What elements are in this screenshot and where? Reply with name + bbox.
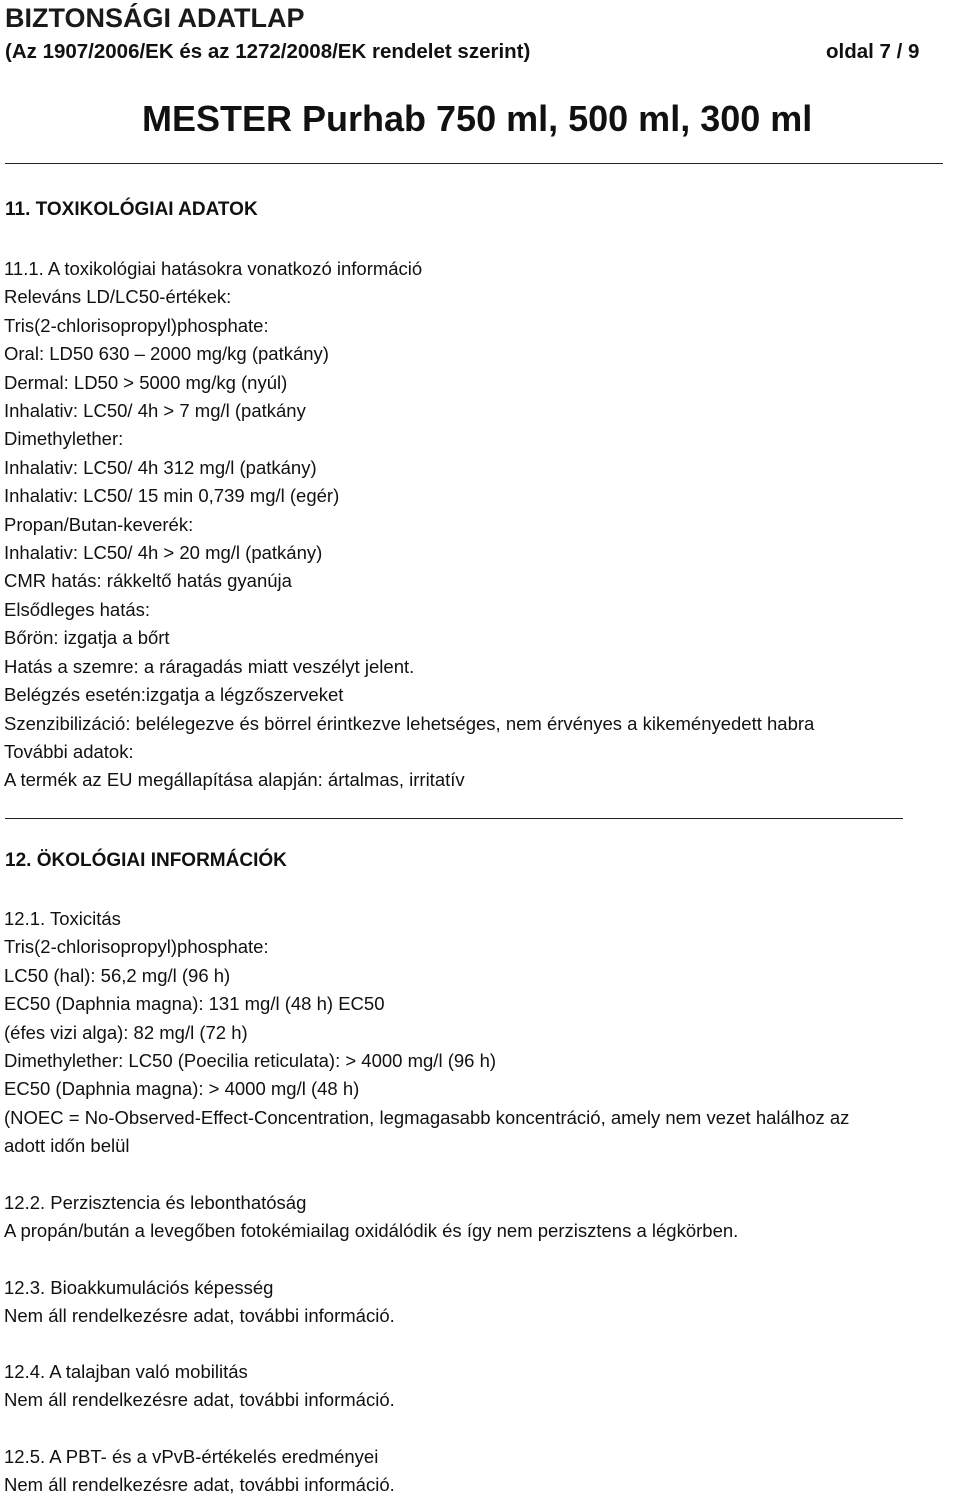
persistence-block [4, 1189, 738, 1246]
text-line: Inhalativ: LC50/ 4h > 7 mg/l (patkány [4, 400, 306, 422]
text-line: További adatok: [4, 740, 134, 762]
section-divider [5, 818, 903, 819]
text-line: Szenzibilizáció: belélegezve és börrel érintkezve lehetséges, nem érvényes a kikeményedett habra [4, 712, 815, 734]
pbt-text: Nem áll rendelkezésre adat, további információ. [4, 1474, 395, 1496]
text-line: Belégzés esetén:izgatja a légzőszerveket [4, 684, 344, 706]
product-name: MESTER Purhab 750 ml, 500 ml, 300 ml [142, 98, 813, 139]
regulation-line: (Az 1907/2006/EK és az 1272/2008/EK rendelet szerint) [5, 40, 531, 63]
text-line: EC50 (Daphnia magna): 131 mg/l (48 h) EC50 [4, 993, 385, 1015]
text-line: Tris(2-chlorisopropyl)phosphate: [4, 314, 269, 336]
text-line: Inhalativ: LC50/ 4h 312 mg/l (patkány) [4, 456, 317, 478]
persistence-text: A propán/bután a levegőben fotokémiailag oxidálódik és így nem perzisztens a légkörben. [4, 1220, 739, 1242]
page-number: oldal 7 / 9 [826, 40, 920, 63]
section-11-body [4, 255, 814, 795]
text-line: Bőrön: izgatja a bőrt [4, 627, 170, 649]
header-divider [5, 163, 943, 164]
text-line: A termék az EU megállapítása alapján: ártalmas, irritatív [4, 769, 465, 791]
text-line: (NOEC = No-Observed-Effect-Concentration, legmagasabb koncentráció, amely nem vezet halálhoz az [4, 1106, 850, 1128]
text-line: (éfes vizi alga): 82 mg/l (72 h) [4, 1021, 248, 1043]
text-line: Tris(2-chlorisopropyl)phosphate: [4, 936, 269, 958]
text-line: 11.1. A toxikológiai hatásokra vonatkozó információ [4, 258, 423, 279]
mobility-text: Nem áll rendelkezésre adat, további információ. [4, 1389, 395, 1411]
text-line: Inhalativ: LC50/ 15 min 0,739 mg/l (egér) [4, 485, 340, 507]
bioaccumulation-text: Nem áll rendelkezésre adat, további információ. [4, 1305, 395, 1327]
mobility-heading: 12.4. A talajban való mobilitás [4, 1361, 248, 1382]
pbt-heading: 12.5. A PBT- és a vPvB-értékelés eredményei [4, 1446, 379, 1467]
mobility-block [4, 1358, 395, 1415]
text-line: adott időn belül [4, 1135, 130, 1157]
bioaccumulation-heading: 12.3. Bioakkumulációs képesség [4, 1277, 274, 1298]
section-11-title: 11. TOXIKOLÓGIAI ADATOK [5, 199, 258, 220]
text-line: Inhalativ: LC50/ 4h > 20 mg/l (patkány) [4, 542, 323, 564]
text-line: CMR hatás: rákkeltő hatás gyanúja [4, 570, 292, 592]
text-line: EC50 (Daphnia magna): > 4000 mg/l (48 h) [4, 1078, 360, 1100]
text-line: LC50 (hal): 56,2 mg/l (96 h) [4, 964, 231, 986]
text-line: Hatás a szemre: a ráragadás miatt veszélyt jelent. [4, 655, 415, 677]
section-12-title: 12. ÖKOLÓGIAI INFORMÁCIÓK [5, 850, 287, 871]
text-line: Elsődleges hatás: [4, 598, 151, 620]
text-line: Dimethylether: [4, 428, 124, 450]
text-line: Dimethylether: LC50 (Poecilia reticulata): > 4000 mg/l (96 h) [4, 1050, 497, 1072]
text-line: Dermal: LD50 > 5000 mg/kg (nyúl) [4, 371, 288, 393]
text-line: Propan/Butan-keverék: [4, 513, 194, 535]
toxicity-block [4, 905, 849, 1161]
text-line: Oral: LD50 630 – 2000 mg/kg (patkány) [4, 343, 329, 365]
persistence-heading: 12.2. Perzisztencia és lebonthatóság [4, 1192, 307, 1213]
pbt-block [4, 1443, 395, 1500]
text-line: Releváns LD/LC50-értékek: [4, 286, 232, 308]
bioaccumulation-block [4, 1274, 395, 1331]
toxicity-heading: 12.1. Toxicitás [4, 908, 121, 929]
document-title: BIZTONSÁGI ADATLAP [5, 3, 305, 33]
